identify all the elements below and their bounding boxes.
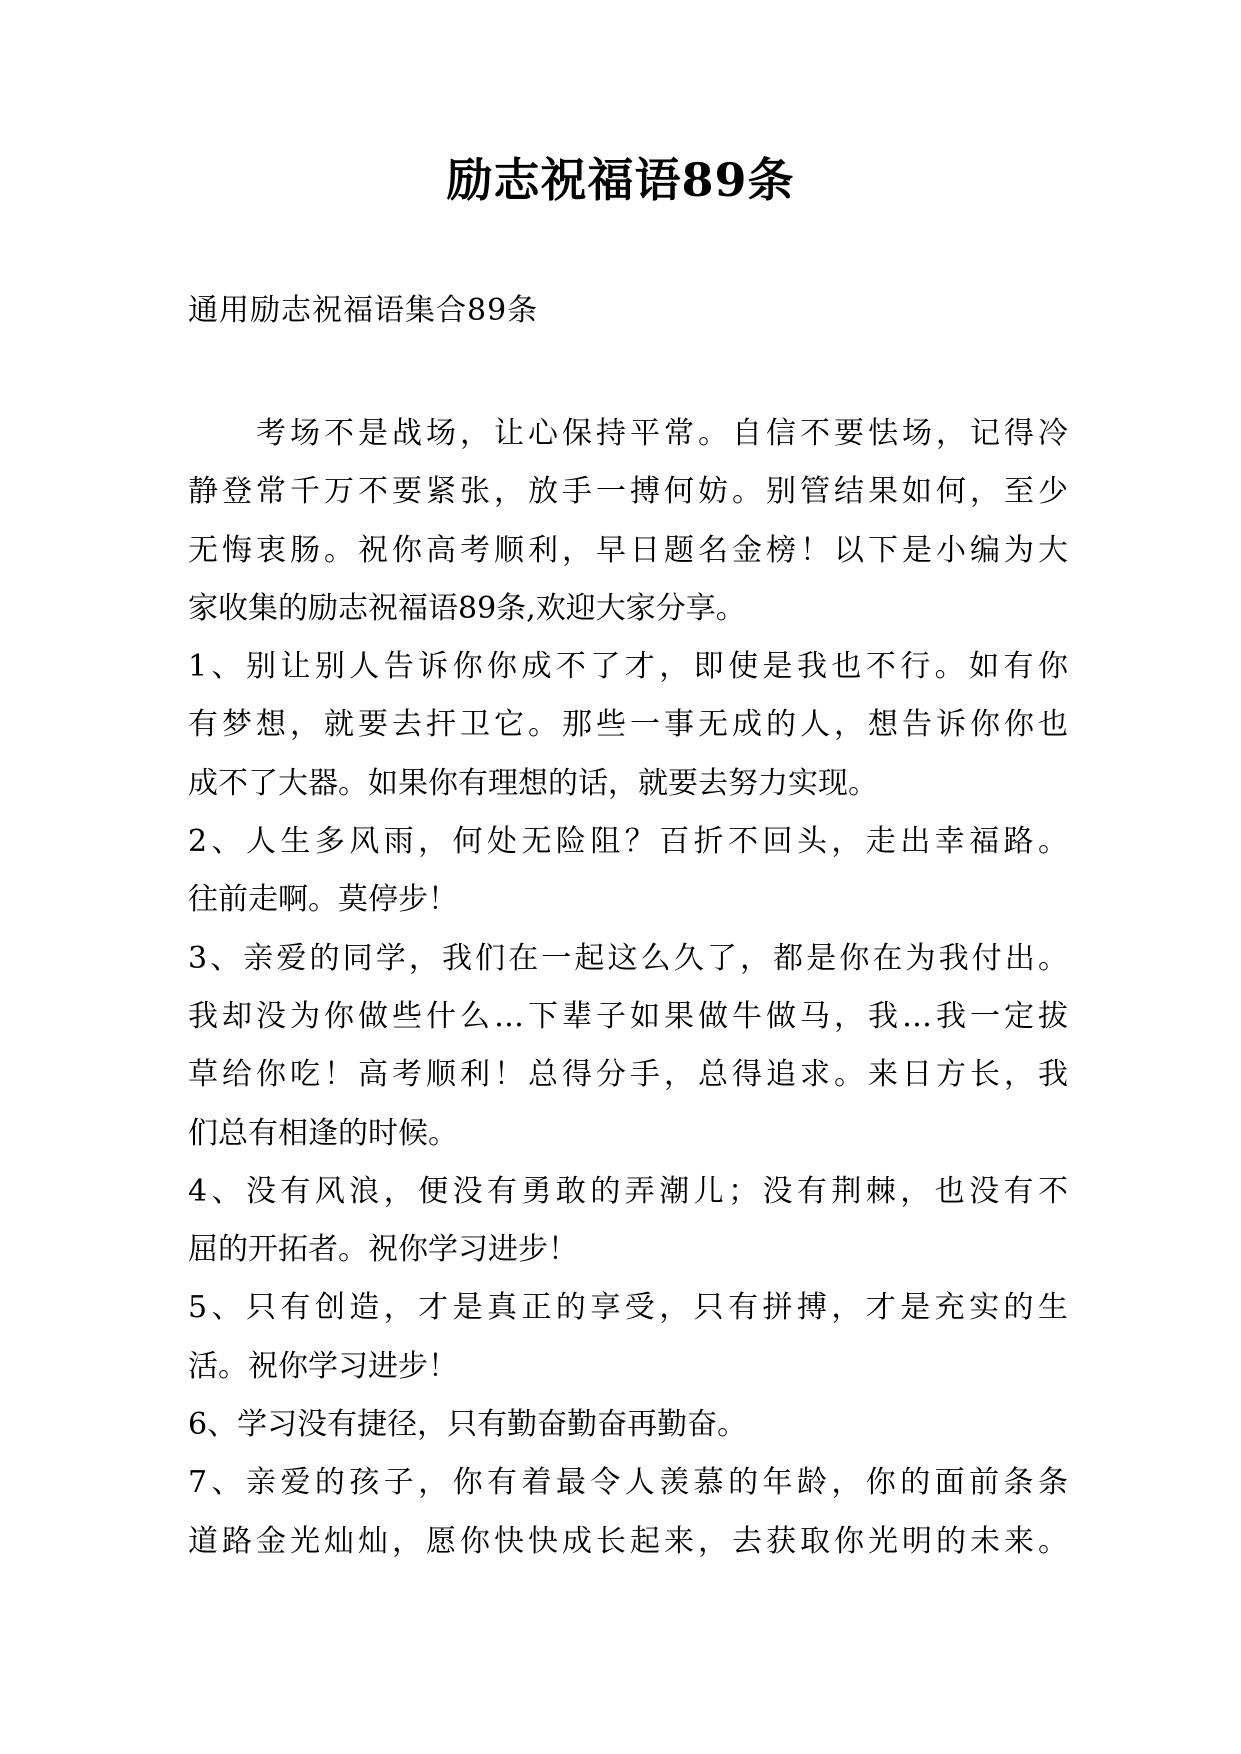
body-line: 活。祝你学习进步！	[188, 1348, 458, 1384]
body-line: 草给你吃！高考顺利！总得分手，总得追求。来日方长，我	[188, 1057, 1068, 1093]
body-line: 有梦想，就要去扞卫它。那些一事无成的人，想告诉你你也	[188, 707, 1068, 743]
document-title: 励志祝福语89条	[446, 153, 795, 207]
document-subtitle: 通用励志祝福语集合89条	[188, 293, 539, 328]
body-line: 2、人生多风雨，何处无险阻？百折不回头，走出幸福路。	[188, 824, 1068, 860]
body-line: 3、亲爱的同学，我们在一起这么久了，都是你在为我付出。	[188, 940, 1068, 976]
body-line: 我却没为你做些什么…下辈子如果做牛做马，我…我一定拔	[188, 998, 1068, 1034]
body-line: 成不了大器。如果你有理想的话，就要去努力实现。	[188, 765, 878, 801]
body-line: 1、别让别人告诉你你成不了才，即使是我也不行。如有你	[188, 649, 1068, 685]
document-body	[188, 405, 1068, 1571]
body-line: 道路金光灿灿，愿你快快成长起来，去获取你光明的未来。	[188, 1523, 1068, 1559]
body-line: 6、学习没有捷径，只有勤奋勤奋再勤奋。	[188, 1407, 748, 1443]
body-line: 们总有相逢的时候。	[188, 1115, 458, 1151]
body-line: 屈的开拓者。祝你学习进步！	[188, 1232, 578, 1268]
body-line: 家收集的励志祝福语89条,欢迎大家分享。	[188, 590, 746, 626]
body-line: 无悔衷肠。祝你高考顺利，早日题名金榜！以下是小编为大	[188, 532, 1068, 568]
body-line: 考场不是战场，让心保持平常。自信不要怯场，记得冷	[256, 416, 1068, 451]
body-line: 5、只有创造，才是真正的享受，只有拼搏，才是充实的生	[188, 1290, 1068, 1326]
body-line: 静登常千万不要紧张，放手一搏何妨。别管结果如何，至少	[188, 474, 1068, 510]
body-line: 4、没有风浪，便没有勇敢的弄潮儿；没有荆棘，也没有不	[188, 1173, 1068, 1209]
body-line: 7、亲爱的孩子，你有着最令人羡慕的年龄，你的面前条条	[188, 1465, 1068, 1501]
body-line: 往前走啊。莫停步！	[188, 882, 458, 918]
